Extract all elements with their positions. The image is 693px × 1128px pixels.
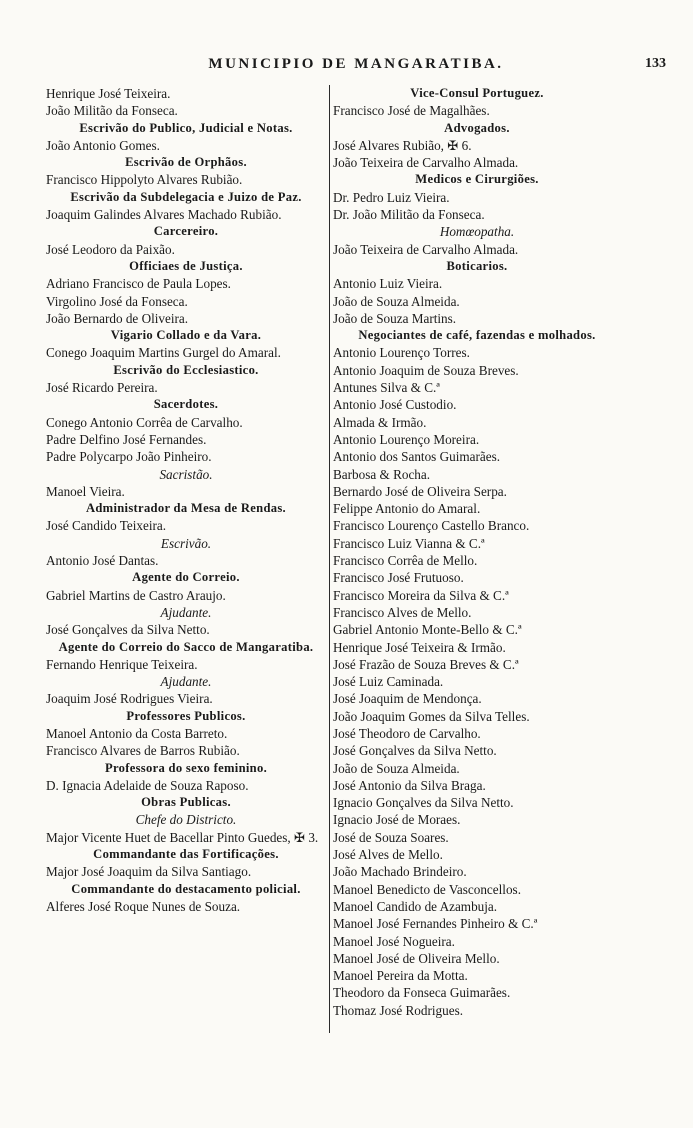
- list-entry: Antunes Silva & C.ª: [333, 380, 440, 396]
- section-heading: Commandante das Fortificações.: [93, 847, 279, 862]
- list-entry: João de Souza Martins.: [333, 310, 457, 326]
- section-heading: Carcereiro.: [153, 224, 219, 239]
- list-entry: Manoel Benedicto de Vasconcellos.: [333, 881, 521, 897]
- list-entry: José Alves de Mello.: [333, 847, 443, 863]
- list-entry: José Gonçalves da Silva Netto.: [46, 622, 210, 638]
- list-entry: Antonio dos Santos Guimarães.: [333, 449, 501, 465]
- list-entry: José Joaquim de Mendonça.: [333, 691, 482, 707]
- section-heading: Escrivão do Publico, Judicial e Notas.: [79, 120, 293, 135]
- list-entry: José Gonçalves da Silva Netto.: [333, 743, 497, 759]
- list-entry: João Joaquim Gomes da Silva Telles.: [333, 708, 530, 724]
- list-entry: Manoel José Nogueira.: [333, 933, 455, 949]
- list-entry: Francisco Alves de Mello.: [333, 604, 472, 620]
- list-entry: Major José Joaquim da Silva Santiago.: [46, 864, 252, 880]
- section-heading: Agente do Correio do Sacco de Mangaratiba.: [58, 639, 314, 654]
- list-entry: Antonio José Dantas.: [46, 553, 159, 569]
- section-heading: Vice-Consul Portuguez.: [410, 86, 544, 100]
- list-entry: Francisco Lourenço Castello Branco.: [333, 518, 530, 534]
- subheading: Sacristão.: [159, 466, 213, 482]
- list-entry: Gabriel Antonio Monte-Bello & C.ª: [333, 622, 522, 638]
- list-entry: Manoel José Fernandes Pinheiro & C.ª: [333, 916, 538, 932]
- section-heading: Escrivão da Subdelegacia e Juizo de Paz.: [70, 189, 302, 204]
- list-entry: Dr. Pedro Luiz Vieira.: [333, 189, 450, 205]
- left-column: [46, 85, 326, 915]
- subheading: Homœopatha.: [439, 224, 515, 240]
- right-column: [333, 85, 621, 1019]
- section-heading: Professores Publicos.: [126, 708, 246, 723]
- section-heading: Agente do Correio.: [132, 570, 240, 585]
- list-entry: Manoel Pereira da Motta.: [333, 968, 468, 984]
- list-entry: Antonio Lourenço Torres.: [333, 345, 470, 361]
- list-entry: Almada & Irmão.: [333, 414, 427, 430]
- list-entry: Manoel Antonio da Costa Barreto.: [46, 725, 228, 741]
- list-entry: Francisco José de Magalhães.: [333, 103, 490, 119]
- subheading: Ajudante.: [160, 604, 212, 620]
- list-entry: José Ricardo Pereira.: [46, 380, 158, 396]
- list-entry: José Candido Teixeira.: [46, 518, 167, 534]
- list-entry: Francisco Corrêa de Mello.: [333, 553, 478, 569]
- list-entry: João Bernardo de Oliveira.: [46, 310, 189, 326]
- section-heading: Administrador da Mesa de Rendas.: [85, 501, 287, 516]
- list-entry: Adriano Francisco de Paula Lopes.: [46, 276, 231, 292]
- section-heading: Escrivão do Ecclesiastico.: [113, 362, 259, 377]
- page-title: MUNICIPIO DE MANGARATIBA.: [208, 56, 504, 72]
- section-heading: Negociantes de café, fazendas e molhados.: [358, 328, 596, 343]
- list-entry: Alferes José Roque Nunes de Souza.: [46, 898, 241, 914]
- section-heading: Officiaes de Justiça.: [129, 258, 243, 273]
- list-entry: Gabriel Martins de Castro Araujo.: [46, 587, 226, 603]
- list-entry: Henrique José Teixeira.: [46, 86, 171, 101]
- list-entry: José Frazão de Souza Breves & C.ª: [333, 656, 519, 672]
- list-entry: Manoel José de Oliveira Mello.: [333, 950, 500, 966]
- list-entry: Antonio Joaquim de Souza Breves.: [333, 362, 519, 378]
- list-entry: Francisco Moreira da Silva & C.ª: [333, 587, 509, 603]
- list-entry: Felippe Antonio do Amaral.: [333, 501, 481, 517]
- list-entry: Major Vicente Huet de Bacellar Pinto Guedes, ✠ 3.: [46, 829, 319, 845]
- list-entry: Conego Joaquim Martins Gurgel do Amaral.: [46, 345, 281, 361]
- list-entry: Bernardo José de Oliveira Serpa.: [333, 483, 507, 499]
- list-entry: Padre Polycarpo João Pinheiro.: [46, 449, 212, 465]
- list-entry: João de Souza Almeida.: [333, 293, 460, 309]
- subheading: Ajudante.: [160, 674, 212, 690]
- list-entry: D. Ignacia Adelaide de Souza Raposo.: [46, 777, 249, 793]
- list-entry: Manoel Vieira.: [46, 483, 125, 499]
- list-entry: João de Souza Almeida.: [333, 760, 460, 776]
- list-entry: Francisco José Frutuoso.: [333, 570, 464, 586]
- list-entry: José Alvares Rubião, ✠ 6.: [333, 137, 472, 153]
- list-entry: Francisco Alvares de Barros Rubião.: [46, 743, 240, 759]
- section-heading: Sacerdotes.: [153, 397, 219, 412]
- section-heading: Medicos e Cirurgiões.: [415, 172, 539, 187]
- section-heading: Obras Publicas.: [141, 795, 231, 810]
- list-entry: Conego Antonio Corrêa de Carvalho.: [46, 414, 243, 430]
- list-entry: Manoel Candido de Azambuja.: [333, 898, 498, 914]
- list-entry: Thomaz José Rodrigues.: [333, 1002, 464, 1018]
- list-entry: João Teixeira de Carvalho Almada.: [333, 155, 519, 171]
- list-entry: João Machado Brindeiro.: [333, 864, 467, 880]
- list-entry: Francisco Hippolyto Alvares Rubião.: [46, 172, 243, 188]
- section-heading: Commandante do destacamento policial.: [71, 881, 301, 896]
- list-entry: Ignacio Gonçalves da Silva Netto.: [333, 795, 514, 811]
- list-entry: José Leodoro da Paixão.: [46, 241, 175, 257]
- list-entry: Antonio Luiz Vieira.: [333, 276, 443, 292]
- subheading: Chefe do Districto.: [135, 812, 237, 828]
- list-entry: José Luiz Caminada.: [333, 674, 444, 690]
- list-entry: Fernando Henrique Teixeira.: [46, 656, 198, 672]
- list-entry: José de Souza Soares.: [333, 829, 449, 845]
- section-heading: Boticarios.: [446, 258, 508, 273]
- list-entry: Theodoro da Fonseca Guimarães.: [333, 985, 511, 1001]
- list-entry: Barbosa & Rocha.: [333, 466, 431, 482]
- subheading: Escrivão.: [160, 535, 212, 551]
- list-entry: Francisco Luiz Vianna & C.ª: [333, 535, 485, 551]
- column-divider: [329, 85, 330, 1033]
- list-entry: João Teixeira de Carvalho Almada.: [333, 241, 519, 257]
- list-entry: José Theodoro de Carvalho.: [333, 725, 481, 741]
- list-entry: Antonio José Custodio.: [333, 397, 457, 413]
- list-entry: Joaquim José Rodrigues Vieira.: [46, 691, 213, 707]
- section-heading: Escrivão de Orphãos.: [125, 155, 247, 170]
- list-entry: Antonio Lourenço Moreira.: [333, 431, 480, 447]
- section-heading: Advogados.: [444, 120, 510, 135]
- list-entry: Padre Delfino José Fernandes.: [46, 431, 207, 447]
- list-entry: Ignacio José de Moraes.: [333, 812, 461, 828]
- list-entry: Dr. João Militão da Fonseca.: [333, 207, 485, 223]
- list-entry: Virgolino José da Fonseca.: [46, 293, 188, 309]
- section-heading: Vigario Collado e da Vara.: [110, 328, 262, 343]
- page-number: 133: [645, 56, 666, 71]
- page-header: [46, 56, 666, 78]
- list-entry: Joaquim Galindes Alvares Machado Rubião.: [46, 207, 282, 223]
- list-entry: João Antonio Gomes.: [46, 137, 160, 153]
- section-heading: Professora do sexo feminino.: [104, 760, 268, 775]
- list-entry: João Militão da Fonseca.: [46, 103, 178, 119]
- list-entry: José Antonio da Silva Braga.: [333, 777, 486, 793]
- list-entry: Henrique José Teixeira & Irmão.: [333, 639, 506, 655]
